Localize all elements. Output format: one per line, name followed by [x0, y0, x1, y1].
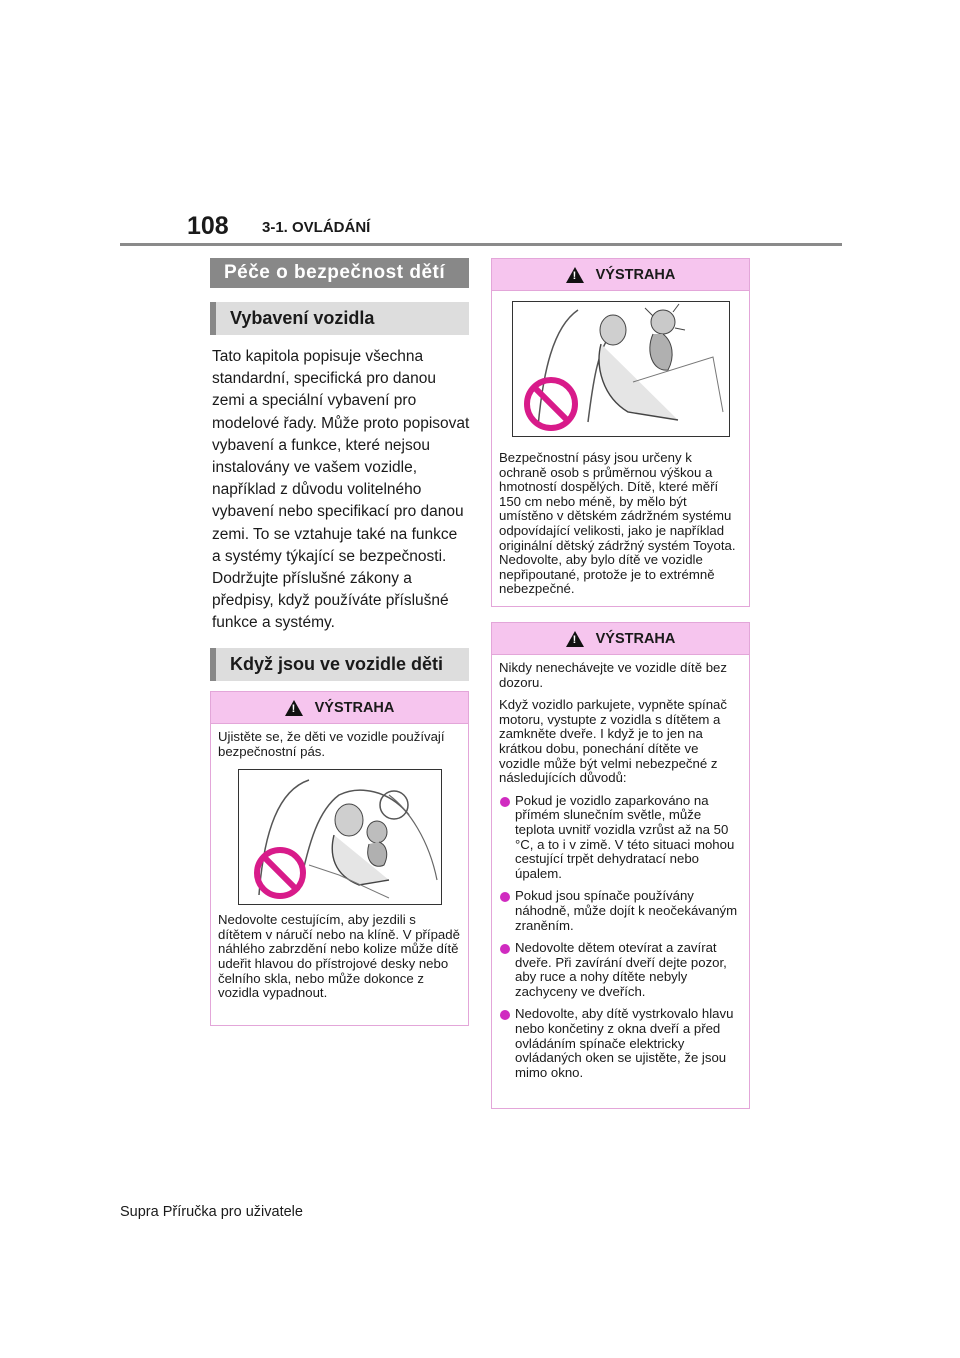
prohibition-sign-icon	[253, 846, 307, 900]
warning-text-top: Ujistěte se, že děti ve vozidle používají bezpečnostní pás.	[218, 729, 445, 759]
warning-title: VÝSTRAHA	[314, 699, 395, 716]
main-heading: Péče o bezpečnost dětí	[210, 258, 469, 288]
list-item: Nedovolte dětem otevírat a zavírat dveře. Při zavírání dveří dejte pozor, aby ruce a nohy dítěte nebyly zachyceny ve dveřích.	[499, 941, 742, 999]
warning-box-unattended-child	[491, 622, 750, 1109]
footer-text: Supra Příručka pro uživatele	[120, 1204, 303, 1220]
subheading-children-in-vehicle: Když jsou ve vozidle děti	[210, 648, 469, 681]
illustration-unrestrained-child	[512, 301, 730, 437]
warning-title: VÝSTRAHA	[595, 630, 676, 647]
warning-header	[211, 692, 468, 724]
header-rule	[120, 243, 842, 246]
section-title: 3-1. OVLÁDÁNÍ	[262, 219, 371, 236]
intro-paragraph: Tato kapitola popisuje všechna standardní, specifická pro danou zemi a speciální vybavení pro modelové řady. Může proto popisovat vybavení a funkce, které nejsou instalovány ve vašem vozidle, například z důvodu volitelného vybavení nebo specifikací pro danou zemi. To se vztahuje také na funkce a systémy týkající se bezpečnosti. Dodržujte příslušné zákony a předpisy, když používáte příslušné funkce a systémy.	[212, 348, 470, 632]
warning-header	[492, 259, 749, 291]
warning-bullet-list	[499, 794, 742, 1081]
illustration-child-on-lap	[238, 769, 442, 905]
prohibition-sign-icon	[523, 376, 579, 432]
warning-triangle-icon: !	[566, 631, 584, 647]
warning-box-seatbelt	[210, 691, 469, 1026]
page-number: 108	[187, 212, 229, 240]
subheading-vehicle-equipment: Vybavení vozidla	[210, 302, 469, 335]
warning-para-1: Nikdy nenechávejte ve vozidle dítě bez dozoru.	[499, 660, 727, 690]
warning-triangle-icon: !	[566, 267, 584, 283]
warning-header	[492, 623, 749, 655]
warning-text-bottom: Nedovolte cestujícím, aby jezdili s dítětem v náručí nebo na klíně. V případě náhlého zabrzdění nebo kolize může dítě udeřit hlavou do přístrojové desky nebo čelního skla, nebo může dokonce z vozidla vypadnout.	[218, 912, 460, 1001]
warning-text: Bezpečnostní pásy jsou určeny k ochraně osob s průměrnou výškou a hmotností dospělých. Dítě, které měří 150 cm nebo méně, by mělo být umístěno v dětském zádržném systému odpovídající velikosti, jako je například originální dětský zádržný systém Toyota. Nedovolte, aby bylo dítě ve vozidle nepřipoutané, protože je to extrémně nebezpečné.	[499, 450, 736, 597]
warning-title: VÝSTRAHA	[595, 266, 676, 283]
warning-triangle-icon: !	[285, 700, 303, 716]
warning-para-2: Když vozidlo parkujete, vypněte spínač motoru, vystupte z vozidla s dítětem a zamkněte dveře. I když je to jen na krátkou dobu, ponechání dítěte ve vozidle může být velmi nebezpečné z následujících důvodů:	[499, 697, 727, 786]
list-item: Pokud je vozidlo zaparkováno na přímém slunečním světle, může teplota uvnitř vozidla vzrůst až na 50 °C, a to i v zimě. V této situaci mohou cestující trpět dehydratací nebo úpalem.	[499, 794, 742, 882]
list-item: Pokud jsou spínače používány náhodně, může dojít k neočekávaným zraněním.	[499, 889, 742, 933]
list-item: Nedovolte, aby dítě vystrkovalo hlavu nebo končetiny z okna dveří a před ovládáním spínače elektricky ovládaných oken se ujistěte, že jsou mimo okno.	[499, 1007, 742, 1080]
warning-box-child-restraint	[491, 258, 750, 607]
